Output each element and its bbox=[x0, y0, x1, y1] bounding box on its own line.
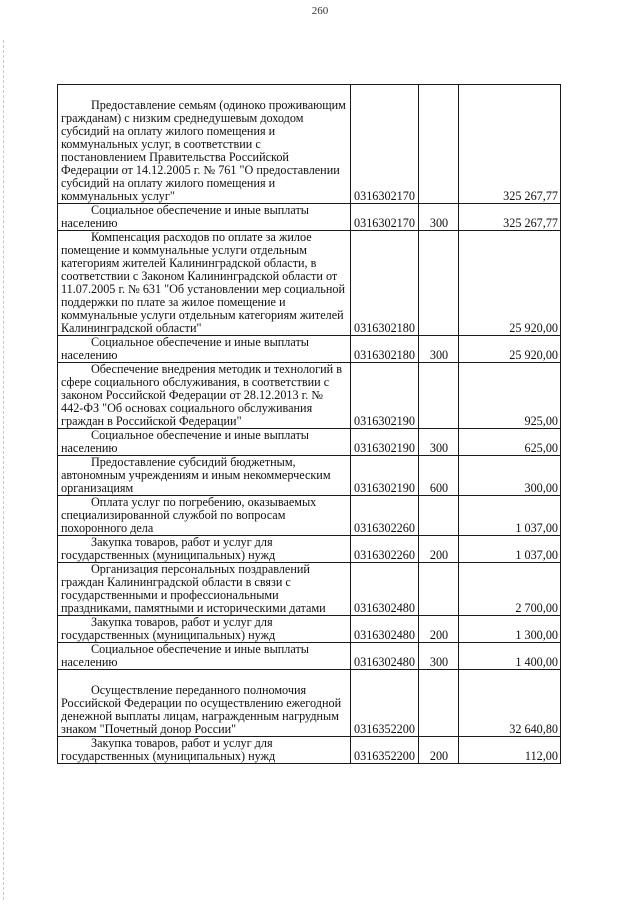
row-code: 0316302480 bbox=[351, 563, 419, 616]
row-name-cell bbox=[58, 456, 351, 496]
row-type: 200 bbox=[419, 737, 459, 764]
table-row bbox=[58, 616, 561, 643]
row-name-cell bbox=[58, 670, 351, 737]
page-number: 260 bbox=[311, 5, 329, 17]
row-type bbox=[419, 363, 459, 429]
table-row bbox=[58, 363, 561, 429]
row-name: Оплата услуг по погребению, оказываемых специализированной службой по вопросам похоронного дела bbox=[61, 495, 317, 535]
row-amount: 325 267,77 bbox=[459, 85, 561, 204]
row-code: 0316352200 bbox=[351, 737, 419, 764]
row-name: Компенсация расходов по оплате за жилое помещение и коммунальные услуги отдельным категориям жителей Калининградской области, в соответствии с Законом Калининградской области от 11.07.2005 г. № 631 "Об установлении мер социальной поддержки по плате за жилое помещение и коммунальные услуги отдельным категориям жителей Калининградской области" bbox=[61, 230, 345, 335]
table-row bbox=[58, 643, 561, 670]
row-code: 0316302260 bbox=[351, 536, 419, 563]
row-code: 0316302180 bbox=[351, 336, 419, 363]
table-row bbox=[58, 231, 561, 336]
row-code: 0316302480 bbox=[351, 643, 419, 670]
row-code: 0316302190 bbox=[351, 363, 419, 429]
budget-table bbox=[57, 84, 561, 764]
row-name-cell bbox=[58, 204, 351, 231]
table-row bbox=[58, 670, 561, 737]
table-row bbox=[58, 563, 561, 616]
row-amount: 925,00 bbox=[459, 363, 561, 429]
row-name-cell bbox=[58, 231, 351, 336]
row-code: 0316302170 bbox=[351, 85, 419, 204]
row-code: 0316352200 bbox=[351, 670, 419, 737]
table-row bbox=[58, 336, 561, 363]
row-code: 0316302260 bbox=[351, 496, 419, 536]
row-name: Социальное обеспечение и иные выплаты населению bbox=[61, 203, 309, 230]
row-name-cell bbox=[58, 336, 351, 363]
row-type: 300 bbox=[419, 643, 459, 670]
row-name: Организация персональных поздравлений граждан Калининградской области в связи с государственными и профессиональными праздниками, памятными и историческими датами bbox=[61, 562, 326, 615]
row-amount: 112,00 bbox=[459, 737, 561, 764]
row-amount: 1 400,00 bbox=[459, 643, 561, 670]
row-code: 0316302170 bbox=[351, 204, 419, 231]
row-name: Обеспечение внедрения методик и технологий в сфере социального обслуживания, в соответствии с законом Российской Федерации от 28.12.2013 г. № 442-ФЗ "Об основах социального обслуживания граждан в Российской Федерации" bbox=[61, 362, 342, 428]
row-name: Социальное обеспечение и иные выплаты населению bbox=[61, 642, 309, 669]
row-name: Социальное обеспечение и иные выплаты населению bbox=[61, 335, 309, 362]
row-name: Социальное обеспечение и иные выплаты населению bbox=[61, 428, 309, 455]
row-name-cell bbox=[58, 536, 351, 563]
table-row bbox=[58, 456, 561, 496]
row-name: Предоставление семьям (одиноко проживающим гражданам) с низким среднедушевым доходом субсидий на оплату жилого помещения и коммунальных услуг, в соответствии с постановлением Правительства Российской Федерации от 14.12.2005 г. № 761 "О предоставлении субсидий на оплату жилого помещения и коммунальных услуг" bbox=[61, 98, 346, 203]
row-name: Осуществление переданного полномочия Российской Федерации по осуществлению ежегодной денежной выплаты лицам, награжденным нагрудным знаком "Почетный донор России" bbox=[61, 683, 342, 736]
scan-margin-line bbox=[3, 40, 4, 900]
row-amount: 1 037,00 bbox=[459, 496, 561, 536]
row-amount: 32 640,80 bbox=[459, 670, 561, 737]
row-name-cell bbox=[58, 616, 351, 643]
row-type: 200 bbox=[419, 616, 459, 643]
row-code: 0316302190 bbox=[351, 429, 419, 456]
row-amount: 625,00 bbox=[459, 429, 561, 456]
table-row bbox=[58, 429, 561, 456]
row-name-cell bbox=[58, 85, 351, 204]
row-name-cell bbox=[58, 363, 351, 429]
row-code: 0316302180 bbox=[351, 231, 419, 336]
row-amount: 1 037,00 bbox=[459, 536, 561, 563]
row-type: 300 bbox=[419, 429, 459, 456]
row-name-cell bbox=[58, 429, 351, 456]
row-code: 0316302190 bbox=[351, 456, 419, 496]
row-code: 0316302480 bbox=[351, 616, 419, 643]
row-amount: 325 267,77 bbox=[459, 204, 561, 231]
table-row bbox=[58, 85, 561, 204]
row-amount: 300,00 bbox=[459, 456, 561, 496]
row-amount: 25 920,00 bbox=[459, 231, 561, 336]
row-name: Предоставление субсидий бюджетным, автономным учреждениям и иным некоммерческим организациям bbox=[61, 455, 331, 495]
row-name: Закупка товаров, работ и услуг для государственных (муниципальных) нужд bbox=[61, 615, 276, 642]
row-name: Закупка товаров, работ и услуг для государственных (муниципальных) нужд bbox=[61, 736, 276, 763]
table-row bbox=[58, 737, 561, 764]
row-name: Закупка товаров, работ и услуг для государственных (муниципальных) нужд bbox=[61, 535, 276, 562]
row-amount: 1 300,00 bbox=[459, 616, 561, 643]
row-amount: 2 700,00 bbox=[459, 563, 561, 616]
row-name-cell bbox=[58, 643, 351, 670]
row-type: 300 bbox=[419, 336, 459, 363]
table-row bbox=[58, 536, 561, 563]
row-type bbox=[419, 496, 459, 536]
row-type bbox=[419, 231, 459, 336]
table-row bbox=[58, 204, 561, 231]
row-name-cell bbox=[58, 563, 351, 616]
table-row bbox=[58, 496, 561, 536]
row-amount: 25 920,00 bbox=[459, 336, 561, 363]
row-name-cell bbox=[58, 496, 351, 536]
row-type bbox=[419, 85, 459, 204]
row-type bbox=[419, 670, 459, 737]
row-type bbox=[419, 563, 459, 616]
row-type: 600 bbox=[419, 456, 459, 496]
row-type: 300 bbox=[419, 204, 459, 231]
row-name-cell bbox=[58, 737, 351, 764]
row-type: 200 bbox=[419, 536, 459, 563]
